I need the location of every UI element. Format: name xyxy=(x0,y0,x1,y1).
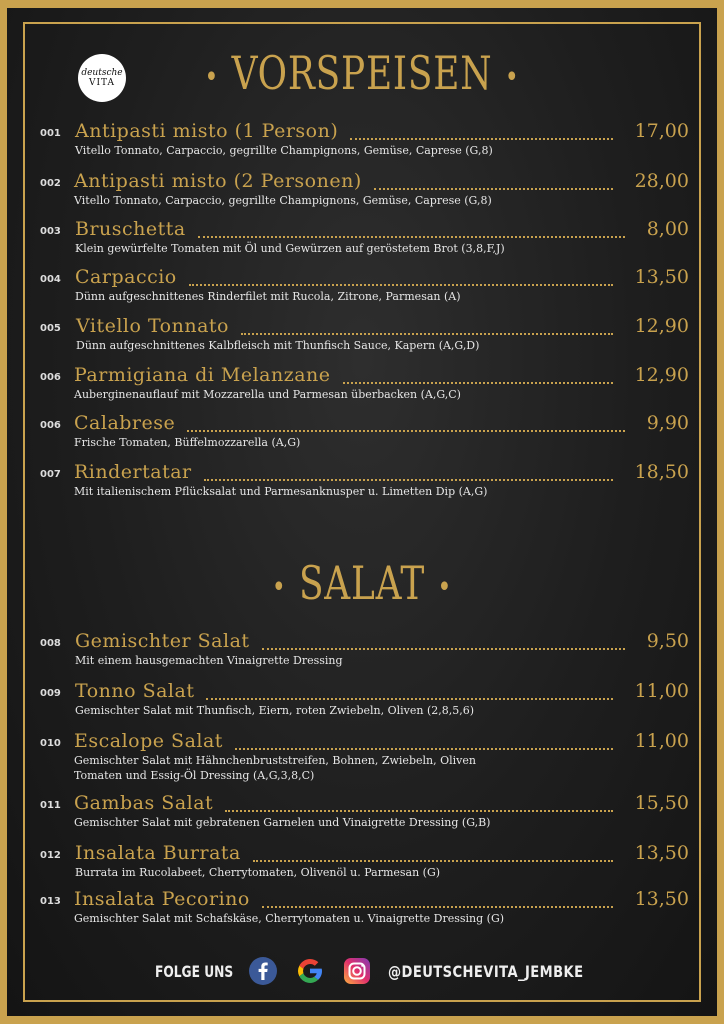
dotted-leader xyxy=(253,860,613,862)
item-price: 13,50 xyxy=(634,842,689,864)
item-description: Gemischter Salat mit Hähnchenbruststreifen, Bohnen, Zwiebeln, Oliven xyxy=(74,754,476,767)
item-price: 12,90 xyxy=(634,364,689,386)
item-number: 010 xyxy=(40,738,61,749)
dotted-leader xyxy=(225,810,613,812)
section-title-vorspeisen xyxy=(80,46,645,100)
title-dot: • xyxy=(204,59,220,95)
facebook-icon[interactable] xyxy=(248,956,278,986)
item-description: Gemischter Salat mit Thunfisch, Eiern, roten Zwiebeln, Oliven (2,8,5,6) xyxy=(75,704,475,717)
dotted-leader xyxy=(187,430,625,432)
item-name: Escalope Salat xyxy=(74,730,223,752)
item-number: 006 xyxy=(40,372,61,383)
section-title-text: VORSPEISEN xyxy=(231,46,493,100)
item-price: 13,50 xyxy=(634,266,689,288)
item-description: Tomaten und Essig-Öl Dressing (A,G,3,8,C) xyxy=(74,769,315,782)
item-name: Bruschetta xyxy=(75,218,186,240)
dotted-leader xyxy=(343,382,613,384)
item-price: 17,00 xyxy=(634,120,689,142)
item-price: 11,00 xyxy=(634,680,689,702)
dotted-leader xyxy=(262,648,625,650)
item-number: 005 xyxy=(40,323,61,334)
item-price: 11,00 xyxy=(634,730,689,752)
follow-label: FOLGE UNS xyxy=(155,962,234,981)
dotted-leader xyxy=(262,906,613,908)
section-title-text: SALAT xyxy=(298,556,426,610)
dotted-leader xyxy=(204,479,613,481)
item-number: 001 xyxy=(40,128,61,139)
item-description: Klein gewürfelte Tomaten mit Öl und Gewürzen auf geröstetem Brot (3,8,F,J) xyxy=(75,242,505,255)
instagram-icon[interactable] xyxy=(342,956,372,986)
item-number: 008 xyxy=(40,638,61,649)
item-price: 15,50 xyxy=(634,792,689,814)
item-name: Insalata Burrata xyxy=(75,842,241,864)
item-price: 8,00 xyxy=(646,218,689,240)
item-number: 013 xyxy=(40,896,61,907)
item-name: Antipasti misto (2 Personen) xyxy=(74,170,362,192)
title-dot: • xyxy=(271,569,287,605)
dotted-leader xyxy=(198,236,625,238)
item-description: Mit einem hausgemachten Vinaigrette Dressing xyxy=(75,654,343,667)
item-name: Carpaccio xyxy=(75,266,177,288)
item-description: Frische Tomaten, Büffelmozzarella (A,G) xyxy=(74,436,301,449)
item-price: 18,50 xyxy=(634,461,689,483)
item-name: Parmigiana di Melanzane xyxy=(74,364,331,386)
item-name: Insalata Pecorino xyxy=(74,888,250,910)
item-price: 13,50 xyxy=(634,888,689,910)
item-number: 012 xyxy=(40,850,61,861)
logo-line-2: VITA xyxy=(88,77,116,88)
item-name: Gambas Salat xyxy=(74,792,214,814)
item-name: Antipasti misto (1 Person) xyxy=(75,120,339,142)
item-number: 004 xyxy=(40,274,61,285)
dotted-leader xyxy=(241,333,613,335)
item-description: Gemischter Salat mit gebratenen Garnelen und Vinaigrette Dressing (G,B) xyxy=(74,816,491,829)
item-description: Gemischter Salat mit Schafskäse, Cherrytomaten u. Vinaigrette Dressing (G) xyxy=(74,912,505,925)
item-name: Calabrese xyxy=(74,412,176,434)
dotted-leader xyxy=(374,188,613,190)
logo-line-1: deutsche xyxy=(81,67,123,78)
item-number: 006 xyxy=(40,420,61,431)
footer xyxy=(0,956,724,988)
item-number: 009 xyxy=(40,688,61,699)
social-handle[interactable]: @DEUTSCHEVITA_JEMBKE xyxy=(388,962,584,981)
title-dot: • xyxy=(437,569,453,605)
section-title-salat xyxy=(80,556,645,610)
item-description: Burrata im Rucolabeet, Cherrytomaten, Olivenöl u. Parmesan (G) xyxy=(75,866,441,879)
item-number: 007 xyxy=(40,469,61,480)
item-name: Vitello Tonnato xyxy=(76,315,229,337)
item-description: Vitello Tonnato, Carpaccio, gegrillte Champignons, Gemüse, Caprese (G,8) xyxy=(74,194,492,207)
item-name: Gemischter Salat xyxy=(75,630,250,652)
item-number: 002 xyxy=(40,178,61,189)
google-icon[interactable] xyxy=(295,956,325,986)
item-price: 9,50 xyxy=(646,630,689,652)
item-price: 9,90 xyxy=(646,412,689,434)
item-price: 12,90 xyxy=(634,315,689,337)
item-description: Auberginenauflauf mit Mozzarella und Parmesan überbacken (A,G,C) xyxy=(74,388,461,401)
item-number: 011 xyxy=(40,800,61,811)
item-description: Mit italienischem Pflücksalat und Parmesanknusper u. Limetten Dip (A,G) xyxy=(74,485,488,498)
dotted-leader xyxy=(189,284,613,286)
dotted-leader xyxy=(235,748,613,750)
item-name: Tonno Salat xyxy=(75,680,195,702)
title-dot: • xyxy=(504,59,520,95)
item-description: Vitello Tonnato, Carpaccio, gegrillte Champignons, Gemüse, Caprese (G,8) xyxy=(75,144,493,157)
item-name: Rindertatar xyxy=(74,461,192,483)
item-number: 003 xyxy=(40,226,61,237)
dotted-leader xyxy=(206,698,613,700)
dotted-leader xyxy=(350,138,613,140)
item-price: 28,00 xyxy=(634,170,689,192)
item-description: Dünn aufgeschnittenes Kalbfleisch mit Thunfisch Sauce, Kapern (A,G,D) xyxy=(76,339,480,352)
item-description: Dünn aufgeschnittenes Rinderfilet mit Rucola, Zitrone, Parmesan (A) xyxy=(75,290,461,303)
